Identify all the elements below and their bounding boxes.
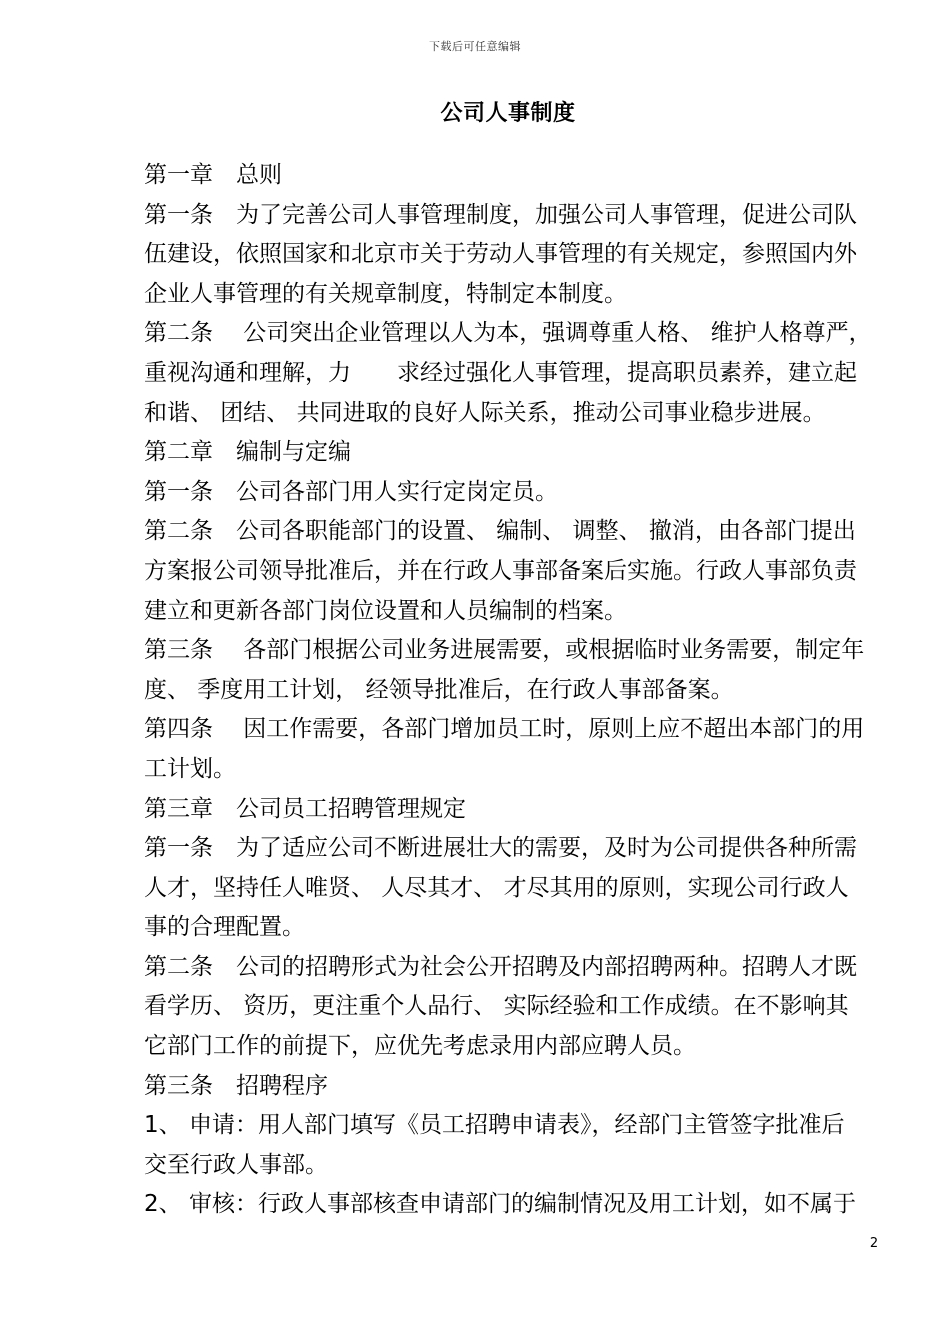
text-line: 方案报公司领导批准后，并在行政人事部备案后实施。行政人事部负责 — [144, 557, 857, 584]
text-line: 第三条 各部门根据公司业务进展需要，或根据临时业务需要，制定年 — [144, 637, 865, 664]
text-line: 第四条 因工作需要，各部门增加员工时，原则上应不超出本部门的用 — [144, 716, 865, 743]
text-line: 人才，坚持任人唯贤、 人尽其才、 才尽其用的原则，实现公司行政人 — [144, 874, 849, 901]
text-line: 它部门工作的前提下，应优先考虑录用内部应聘人员。 — [144, 1033, 696, 1060]
text-line: 第三章 公司员工招聘管理规定 — [144, 795, 466, 822]
text-line: 和谐、 团结、 共同进取的良好人际关系，推动公司事业稳步进展。 — [144, 399, 826, 426]
text-line: 第一条 为了适应公司不断进展壮大的需要，及时为公司提供各种所需 — [144, 835, 857, 862]
text-line: 企业人事管理的有关规章制度，特制定本制度。 — [144, 280, 627, 307]
header-note: 下载后可任意编辑 — [429, 40, 521, 53]
text-line: 事的合理配置。 — [144, 914, 305, 941]
text-line: 第二章 编制与定编 — [144, 439, 351, 466]
text-line: 2、 审核：行政人事部核查申请部门的编制情况及用工计划，如不属于 — [144, 1191, 856, 1218]
text-line: 看学历、 资历，更注重个人品行、 实际经验和工作成绩。在不影响其 — [144, 993, 849, 1020]
document-title: 公司人事制度 — [440, 101, 576, 126]
document-body — [144, 156, 879, 1225]
text-line: 重视沟通和理解，力 求经过强化人事管理，提高职员素养，建立起 — [144, 359, 857, 386]
text-line: 第一条 公司各部门用人实行定岗定员。 — [144, 478, 558, 505]
text-line: 1、 申请：用人部门填写《员工招聘申请表》，经部门主管签字批准后 — [144, 1112, 845, 1139]
text-line: 第二条 公司的招聘形式为社会公开招聘及内部招聘两种。招聘人才既 — [144, 953, 857, 980]
text-line: 第三条 招聘程序 — [144, 1072, 328, 1099]
text-line: 工计划。 — [144, 755, 236, 782]
text-line: 交至行政人事部。 — [144, 1151, 328, 1178]
text-line: 第二条 公司各职能部门的设置、 编制、 调整、 撤消，由各部门提出 — [144, 518, 856, 545]
text-line: 建立和更新各部门岗位设置和人员编制的档案。 — [144, 597, 627, 624]
text-line: 第一条 为了完善公司人事管理制度，加强公司人事管理，促进公司队 — [144, 201, 857, 228]
text-line: 第二条 公司突出企业管理以人为本，强调尊重人格、 维护人格尊严， — [144, 320, 872, 347]
text-line: 第一章 总则 — [144, 162, 282, 188]
page-number: 2 — [869, 1236, 879, 1251]
text-line: 度、 季度用工计划， 经领导批准后，在行政人事部备案。 — [144, 676, 734, 703]
text-line: 伍建设，依照国家和北京市关于劳动人事管理的有关规定，参照国内外 — [144, 241, 857, 268]
